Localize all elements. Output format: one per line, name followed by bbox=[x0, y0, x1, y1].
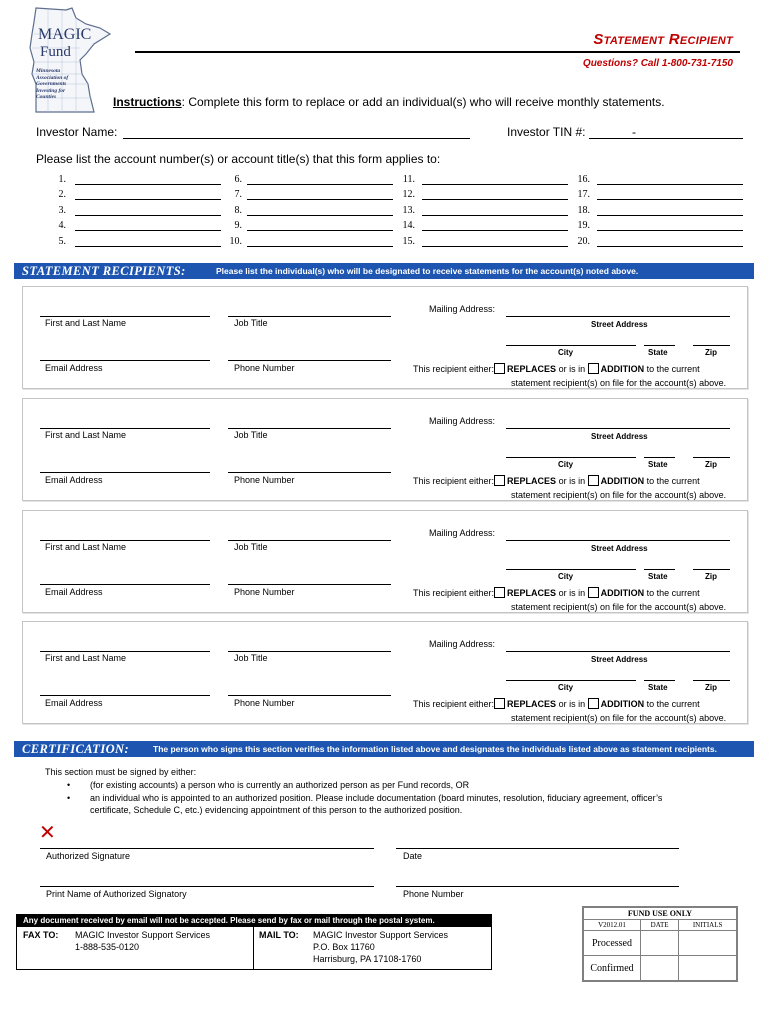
fax-line-1: MAGIC Investor Support Services bbox=[75, 930, 211, 940]
recipients-banner-title: STATEMENT RECIPIENTS: bbox=[22, 264, 186, 278]
street-address-label: Street Address bbox=[591, 544, 648, 553]
certification-bullet-2b: certificate, Schedule C, etc.) evidencing appointment of this person to the authorized position. bbox=[90, 805, 463, 815]
first-last-name-field[interactable] bbox=[40, 540, 210, 541]
zip-field[interactable] bbox=[693, 457, 730, 458]
instructions-text: : Complete this form to replace or add an individual(s) who will receive monthly statements. bbox=[181, 95, 665, 109]
authorized-signature-label: Authorized Signature bbox=[46, 851, 131, 861]
to-current-label: to the current bbox=[646, 699, 700, 709]
mailing-address-label: Mailing Address: bbox=[429, 416, 496, 426]
on-file-label: statement recipient(s) on file for the account(s) above. bbox=[511, 378, 727, 388]
zip-field[interactable] bbox=[693, 345, 730, 346]
zip-field[interactable] bbox=[693, 680, 730, 681]
date-label: Date bbox=[403, 851, 423, 861]
account-field[interactable] bbox=[422, 215, 568, 216]
to-current-label: to the current bbox=[646, 476, 700, 486]
recipients-banner-subtitle: Please list the individual(s) who will be designated to receive statements for the account(s) noted above. bbox=[216, 266, 639, 276]
city-field[interactable] bbox=[506, 680, 636, 681]
to-current-label: to the current bbox=[646, 588, 700, 598]
recipient-panel bbox=[22, 510, 748, 613]
phone-label: Phone Number bbox=[234, 363, 295, 373]
phone-field[interactable] bbox=[228, 695, 391, 696]
recipient-either-label: This recipient either: bbox=[413, 476, 495, 486]
account-field[interactable] bbox=[422, 246, 568, 247]
phone-field[interactable] bbox=[228, 584, 391, 585]
job-title-label: Job Title bbox=[234, 653, 268, 663]
account-field[interactable] bbox=[597, 215, 743, 216]
account-number-label: 19. bbox=[577, 220, 590, 231]
email-label: Email Address bbox=[45, 698, 103, 708]
fax-label: FAX TO: bbox=[23, 930, 59, 940]
street-address-field[interactable] bbox=[506, 540, 730, 541]
zip-field[interactable] bbox=[693, 569, 730, 570]
account-number-label: 4. bbox=[58, 220, 66, 231]
street-address-label: Street Address bbox=[591, 432, 648, 441]
city-field[interactable] bbox=[506, 569, 636, 570]
account-field[interactable] bbox=[597, 230, 743, 231]
submission-info-box bbox=[16, 914, 492, 970]
first-last-name-field[interactable] bbox=[40, 428, 210, 429]
state-label: State bbox=[648, 683, 668, 692]
mail-label: MAIL TO: bbox=[259, 930, 299, 940]
account-field[interactable] bbox=[422, 184, 568, 185]
state-label: State bbox=[648, 572, 668, 581]
recipient-either-label: This recipient either: bbox=[413, 588, 495, 598]
job-title-label: Job Title bbox=[234, 430, 268, 440]
account-number-label: 17. bbox=[577, 189, 590, 200]
replaces-label: REPLACES bbox=[507, 364, 557, 374]
date-column: DATE bbox=[641, 920, 679, 931]
state-label: State bbox=[648, 460, 668, 469]
addition-label: ADDITION bbox=[600, 364, 645, 374]
certification-bullet-2a: an individual who is appointed to an authorized position. Please include documentation (board minutes, resolution, fiduciary agreement, officer’s bbox=[90, 793, 663, 803]
phone-field[interactable] bbox=[228, 472, 391, 473]
print-name-label: Print Name of Authorized Signatory bbox=[46, 889, 187, 899]
addition-checkbox[interactable] bbox=[588, 475, 599, 486]
email-label: Email Address bbox=[45, 475, 103, 485]
certification-intro: This section must be signed by either: bbox=[45, 767, 197, 777]
bullet-icon: • bbox=[67, 793, 71, 803]
recipient-choice-line bbox=[413, 363, 700, 374]
confirmed-date-cell bbox=[641, 956, 679, 981]
zip-label: Zip bbox=[705, 683, 717, 692]
on-file-label: statement recipient(s) on file for the account(s) above. bbox=[511, 713, 727, 723]
state-field[interactable] bbox=[644, 680, 675, 681]
street-address-field[interactable] bbox=[506, 651, 730, 652]
certification-banner-title: CERTIFICATION: bbox=[22, 742, 130, 756]
recipient-panel bbox=[22, 398, 748, 501]
first-last-name-field[interactable] bbox=[40, 316, 210, 317]
state-label: State bbox=[648, 348, 668, 357]
replaces-checkbox[interactable] bbox=[494, 475, 505, 486]
form-title: Statement Recipient bbox=[593, 31, 733, 48]
account-field[interactable] bbox=[597, 199, 743, 200]
zip-label: Zip bbox=[705, 572, 717, 581]
job-title-field[interactable] bbox=[228, 428, 391, 429]
account-number-label: 2. bbox=[58, 189, 66, 200]
mail-line-1: MAGIC Investor Support Services bbox=[313, 930, 449, 940]
or-is-in-label: or is in bbox=[558, 699, 586, 709]
addition-checkbox[interactable] bbox=[588, 587, 599, 598]
account-field[interactable] bbox=[75, 199, 221, 200]
account-field[interactable] bbox=[75, 230, 221, 231]
email-field[interactable] bbox=[40, 360, 210, 361]
addition-checkbox[interactable] bbox=[588, 698, 599, 709]
investor-tin-label: Investor TIN #: bbox=[507, 125, 586, 139]
account-number-label: 1. bbox=[58, 174, 66, 185]
job-title-label: Job Title bbox=[234, 542, 268, 552]
logo-magic-text: MAGIC bbox=[38, 26, 92, 43]
city-label: City bbox=[558, 572, 574, 581]
recipient-choice-line bbox=[413, 698, 700, 709]
recipient-either-label: This recipient either: bbox=[413, 364, 495, 374]
account-field[interactable] bbox=[422, 199, 568, 200]
recipients-banner bbox=[14, 263, 754, 279]
account-number-label: 3. bbox=[58, 205, 66, 216]
mailing-address-label: Mailing Address: bbox=[429, 639, 496, 649]
account-number-label: 6. bbox=[234, 174, 242, 185]
state-field[interactable] bbox=[644, 569, 675, 570]
city-label: City bbox=[558, 683, 574, 692]
accounts-prompt: Please list the account number(s) or account title(s) that this form applies to: bbox=[36, 152, 441, 166]
account-field[interactable] bbox=[75, 215, 221, 216]
recipient-panel bbox=[22, 621, 748, 724]
account-number-label: 14. bbox=[402, 220, 415, 231]
or-is-in-label: or is in bbox=[558, 588, 586, 598]
phone-label: Phone Number bbox=[234, 587, 295, 597]
street-address-label: Street Address bbox=[591, 655, 648, 664]
replaces-label: REPLACES bbox=[507, 476, 557, 486]
mail-line-2: P.O. Box 11760 bbox=[313, 942, 375, 952]
or-is-in-label: or is in bbox=[558, 476, 586, 486]
first-last-name-label: First and Last Name bbox=[45, 653, 127, 663]
fund-use-title: FUND USE ONLY bbox=[584, 908, 737, 920]
certification-bullet-1: (for existing accounts) a person who is currently an authorized person as per Fund records, OR bbox=[90, 780, 470, 790]
investor-name-label: Investor Name: bbox=[36, 125, 118, 139]
questions-line: Questions? Call 1-800-731-7150 bbox=[582, 58, 733, 69]
email-label: Email Address bbox=[45, 587, 103, 597]
first-last-name-label: First and Last Name bbox=[45, 318, 127, 328]
recipient-choice-line bbox=[413, 587, 700, 598]
to-current-label: to the current bbox=[646, 364, 700, 374]
job-title-field[interactable] bbox=[228, 651, 391, 652]
initials-column: INITIALS bbox=[679, 920, 737, 931]
account-field[interactable] bbox=[247, 230, 393, 231]
authorized-signature-field[interactable] bbox=[40, 848, 374, 849]
account-field[interactable] bbox=[247, 199, 393, 200]
on-file-label: statement recipient(s) on file for the account(s) above. bbox=[511, 490, 727, 500]
version-label: V2012.01 bbox=[584, 920, 641, 931]
bullet-icon: • bbox=[67, 780, 71, 790]
account-number-label: 13. bbox=[402, 205, 415, 216]
account-number-label: 15. bbox=[402, 236, 415, 247]
job-title-field[interactable] bbox=[228, 540, 391, 541]
street-address-field[interactable] bbox=[506, 316, 730, 317]
mailing-address-label: Mailing Address: bbox=[429, 528, 496, 538]
confirmed-label: Confirmed bbox=[584, 956, 641, 981]
box-divider bbox=[253, 927, 254, 969]
sign-here-x-icon: ✕ bbox=[39, 822, 56, 844]
account-field[interactable] bbox=[247, 215, 393, 216]
account-field[interactable] bbox=[75, 184, 221, 185]
account-field[interactable] bbox=[597, 246, 743, 247]
email-notice: Any document received by email will not be accepted. Please send by fax or mail through the postal system. bbox=[17, 915, 491, 927]
state-field[interactable] bbox=[644, 457, 675, 458]
investor-name-field[interactable] bbox=[123, 138, 470, 139]
certification-banner bbox=[14, 741, 754, 757]
print-name-field[interactable] bbox=[40, 886, 374, 887]
email-label: Email Address bbox=[45, 363, 103, 373]
replaces-checkbox[interactable] bbox=[494, 698, 505, 709]
account-field[interactable] bbox=[247, 246, 393, 247]
addition-label: ADDITION bbox=[600, 476, 645, 486]
city-label: City bbox=[558, 348, 574, 357]
job-title-label: Job Title bbox=[234, 318, 268, 328]
recipient-choice-line bbox=[413, 475, 700, 486]
account-number-label: 5. bbox=[58, 236, 66, 247]
processed-label: Processed bbox=[584, 931, 641, 956]
email-field[interactable] bbox=[40, 472, 210, 473]
first-last-name-label: First and Last Name bbox=[45, 430, 127, 440]
processed-initials-cell bbox=[679, 931, 737, 956]
account-field[interactable] bbox=[597, 184, 743, 185]
header-rule bbox=[135, 51, 740, 53]
investor-tin-field[interactable] bbox=[589, 138, 743, 139]
recipient-either-label: This recipient either: bbox=[413, 699, 495, 709]
street-address-field[interactable] bbox=[506, 428, 730, 429]
replaces-checkbox[interactable] bbox=[494, 587, 505, 598]
phone-field[interactable] bbox=[228, 360, 391, 361]
magic-fund-logo bbox=[14, 4, 114, 116]
replaces-checkbox[interactable] bbox=[494, 363, 505, 374]
addition-label: ADDITION bbox=[600, 699, 645, 709]
state-field[interactable] bbox=[644, 345, 675, 346]
signatory-phone-label: Phone Number bbox=[403, 889, 464, 899]
tin-dash: - bbox=[632, 125, 636, 139]
city-field[interactable] bbox=[506, 457, 636, 458]
date-field[interactable] bbox=[396, 848, 679, 849]
on-file-label: statement recipient(s) on file for the account(s) above. bbox=[511, 602, 727, 612]
street-address-label: Street Address bbox=[591, 320, 648, 329]
confirmed-initials-cell bbox=[679, 956, 737, 981]
instructions bbox=[113, 95, 665, 109]
zip-label: Zip bbox=[705, 460, 717, 469]
processed-date-cell bbox=[641, 931, 679, 956]
fund-use-only-box bbox=[582, 906, 738, 982]
instructions-label: Instructions bbox=[113, 95, 182, 109]
account-number-label: 11. bbox=[402, 174, 415, 185]
first-last-name-field[interactable] bbox=[40, 651, 210, 652]
recipient-panel bbox=[22, 286, 748, 389]
fax-number: 1-888-535-0120 bbox=[75, 942, 140, 952]
mail-line-3: Harrisburg, PA 17108-1760 bbox=[313, 954, 422, 964]
account-number-label: 12. bbox=[402, 189, 415, 200]
account-number-label: 7. bbox=[234, 189, 242, 200]
addition-label: ADDITION bbox=[600, 588, 645, 598]
job-title-field[interactable] bbox=[228, 316, 391, 317]
replaces-label: REPLACES bbox=[507, 699, 557, 709]
email-field[interactable] bbox=[40, 695, 210, 696]
account-field[interactable] bbox=[247, 184, 393, 185]
phone-label: Phone Number bbox=[234, 698, 295, 708]
logo-fund-text: Fund bbox=[40, 44, 71, 60]
replaces-label: REPLACES bbox=[507, 588, 557, 598]
account-number-label: 10. bbox=[229, 236, 242, 247]
first-last-name-label: First and Last Name bbox=[45, 542, 127, 552]
logo-tagline: Minnesota Association of Governments Investing for Counties bbox=[36, 68, 69, 100]
or-is-in-label: or is in bbox=[558, 364, 586, 374]
account-number-label: 8. bbox=[234, 205, 242, 216]
phone-label: Phone Number bbox=[234, 475, 295, 485]
account-field[interactable] bbox=[422, 230, 568, 231]
zip-label: Zip bbox=[705, 348, 717, 357]
account-number-label: 20. bbox=[577, 236, 590, 247]
city-field[interactable] bbox=[506, 345, 636, 346]
mailing-address-label: Mailing Address: bbox=[429, 304, 496, 314]
account-field[interactable] bbox=[75, 246, 221, 247]
city-label: City bbox=[558, 460, 574, 469]
account-number-label: 18. bbox=[577, 205, 590, 216]
signatory-phone-field[interactable] bbox=[396, 886, 679, 887]
account-number-label: 16. bbox=[577, 174, 590, 185]
email-field[interactable] bbox=[40, 584, 210, 585]
account-number-label: 9. bbox=[234, 220, 242, 231]
addition-checkbox[interactable] bbox=[588, 363, 599, 374]
certification-banner-subtitle: The person who signs this section verifies the information listed above and designates the individuals listed above as statement recipients. bbox=[153, 744, 717, 754]
